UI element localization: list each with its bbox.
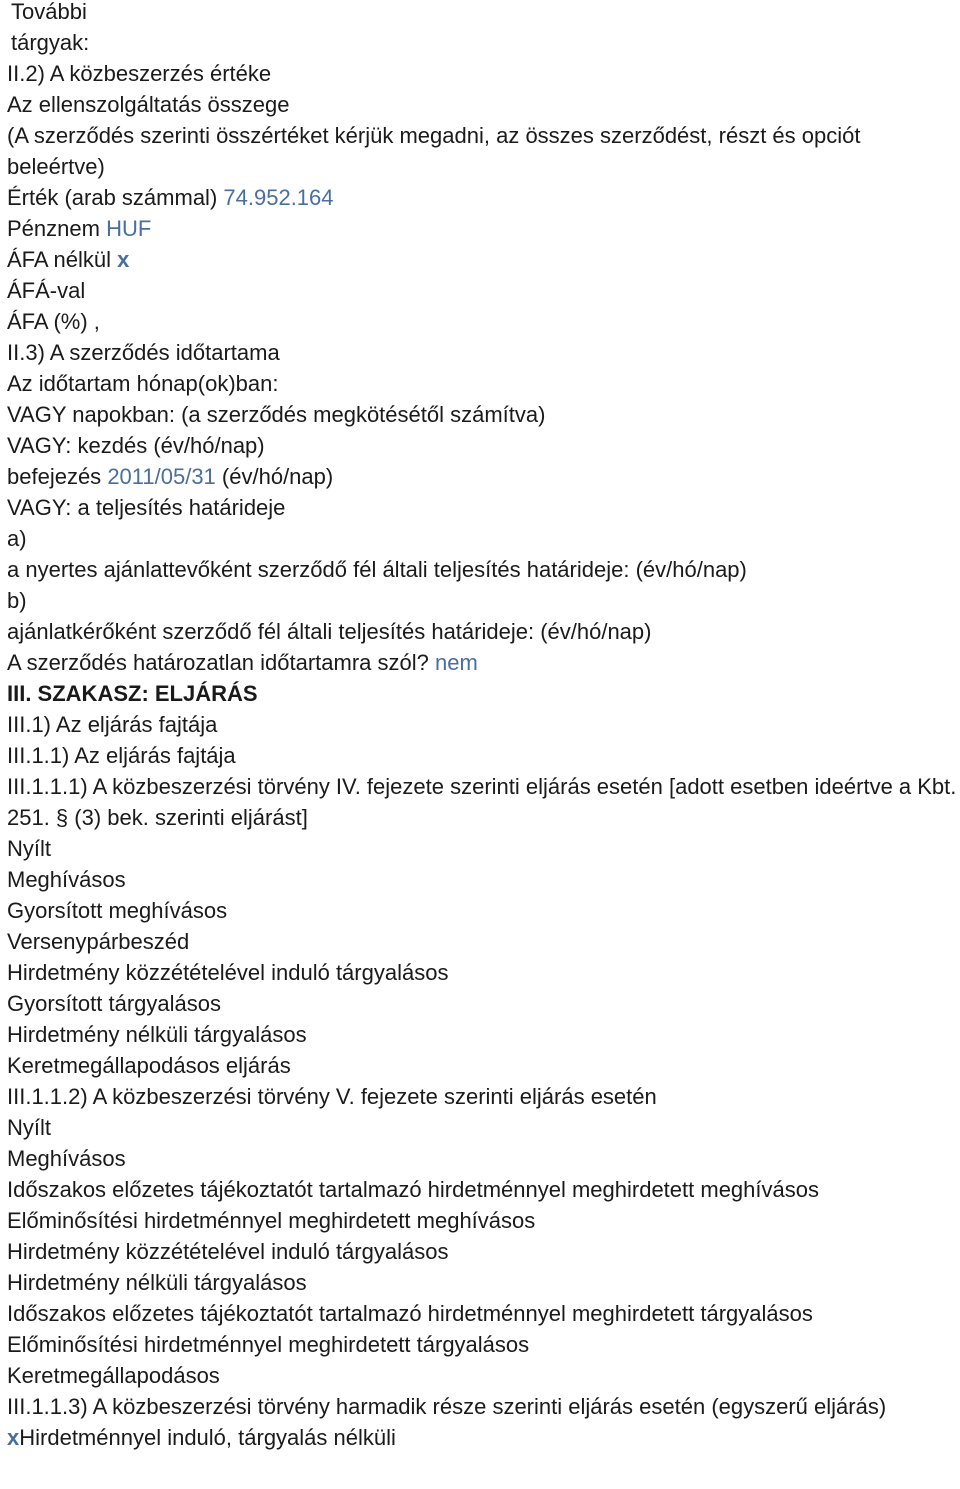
ertek-value: 74.952.164: [223, 185, 334, 210]
document-body: [7, 0, 959, 1453]
section-iii111-title: III.1.1.1) A közbeszerzési törvény IV. fejezete szerinti eljárás esetén [adott esetben ideértve a Kbt. 251. § (3) bek. szerinti eljárást]: [7, 774, 957, 830]
afa-nelkul-label: ÁFA nélkül: [7, 247, 111, 272]
list-item: Időszakos előzetes tájékoztatót tartalmazó hirdetménnyel meghirdetett meghívásos: [7, 1177, 819, 1202]
targyak-label: tárgyak:: [11, 30, 90, 55]
list-item: Előminősítési hirdetménnyel meghirdetett tárgyalásos: [7, 1332, 530, 1357]
section-iii113-title: III.1.1.3) A közbeszerzési törvény harmadik része szerinti eljárás esetén (egyszerű eljárás): [7, 1394, 887, 1419]
item-a-label: a): [7, 526, 27, 551]
section-ii2-title: II.2) A közbeszerzés értéke: [7, 61, 272, 86]
list-item: Nyílt: [7, 1115, 51, 1140]
list-item: Versenypárbeszéd: [7, 929, 190, 954]
idotartam-honap-label: Az időtartam hónap(ok)ban:: [7, 371, 279, 396]
item-b-text: ajánlatkérőként szerződő fél általi teljesítés határideje: (év/hó/nap): [7, 619, 652, 644]
section-iii11-title: III.1.1) Az eljárás fajtája: [7, 743, 236, 768]
ellenszolgaltatas-label: Az ellenszolgáltatás összege: [7, 92, 290, 117]
section-iii1-title: III.1) Az eljárás fajtája: [7, 712, 218, 737]
section-iii112-title: III.1.1.2) A közbeszerzési törvény V. fejezete szerinti eljárás esetén: [7, 1084, 657, 1109]
list-item: Gyorsított tárgyalásos: [7, 991, 221, 1016]
kezdes-label: VAGY: kezdés (év/hó/nap): [7, 433, 265, 458]
afa-nelkul-checkmark: x: [117, 247, 130, 272]
list-item: Keretmegállapodásos: [7, 1363, 220, 1388]
afaval-label: ÁFÁ-val: [7, 278, 86, 303]
list-item: Keretmegállapodásos eljárás: [7, 1053, 291, 1078]
penznem-label: Pénznem: [7, 216, 100, 241]
section-iii-heading: III. SZAKASZ: ELJÁRÁS: [7, 681, 258, 706]
afa-nelkul-row: [7, 244, 959, 275]
befejezes-row: [7, 461, 959, 492]
hatarozatlan-row: [7, 647, 959, 678]
list-item: Hirdetmény közzétételével induló tárgyalásos: [7, 960, 449, 985]
list-item: Előminősítési hirdetménnyel meghirdetett meghívásos: [7, 1208, 536, 1233]
list-item: Meghívásos: [7, 867, 126, 892]
list-item: Hirdetmény közzétételével induló tárgyalásos: [7, 1239, 449, 1264]
befejezes-value: 2011/05/31: [107, 464, 216, 489]
list-item: Időszakos előzetes tájékoztatót tartalmazó hirdetménnyel meghirdetett tárgyalásos: [7, 1301, 813, 1326]
ertek-label: Érték (arab számmal): [7, 185, 218, 210]
item-b-label: b): [7, 588, 27, 613]
item-a-text: a nyertes ajánlattevőként szerződő fél általi teljesítés határideje: (év/hó/nap): [7, 557, 747, 582]
ertek-row: [7, 182, 959, 213]
penznem-value: HUF: [106, 216, 152, 241]
section-ii3-title: II.3) A szerződés időtartama: [7, 340, 280, 365]
selected-checkmark: x: [7, 1425, 20, 1450]
procedure-list-iv: [7, 833, 959, 1081]
selected-procedure-label: Hirdetménnyel induló, tárgyalás nélküli: [19, 1425, 396, 1450]
list-item: Meghívásos: [7, 1146, 126, 1171]
osszertek-note: (A szerződés szerinti összértéket kérjük megadni, az összes szerződést, részt és opciót beleértve): [7, 123, 861, 179]
befejezes-suffix: (év/hó/nap): [221, 464, 334, 489]
selected-procedure-row: [7, 1422, 959, 1453]
procedure-list-v: [7, 1112, 959, 1391]
list-item: Hirdetmény nélküli tárgyalásos: [7, 1022, 307, 1047]
list-item: Nyílt: [7, 836, 51, 861]
list-item: Gyorsított meghívásos: [7, 898, 228, 923]
afa-percent-label: ÁFA (%) ,: [7, 309, 100, 334]
teljesites-hatarideje-label: VAGY: a teljesítés határideje: [7, 495, 286, 520]
napokban-label: VAGY napokban: (a szerződés megkötésétől számítva): [7, 402, 546, 427]
befejezes-label: befejezés: [7, 464, 102, 489]
hatarozatlan-value: nem: [435, 650, 478, 675]
hatarozatlan-label: A szerződés határozatlan időtartamra szól?: [7, 650, 429, 675]
list-item: Hirdetmény nélküli tárgyalásos: [7, 1270, 307, 1295]
penznem-row: [7, 213, 959, 244]
tovabbi-label: További: [11, 0, 87, 24]
